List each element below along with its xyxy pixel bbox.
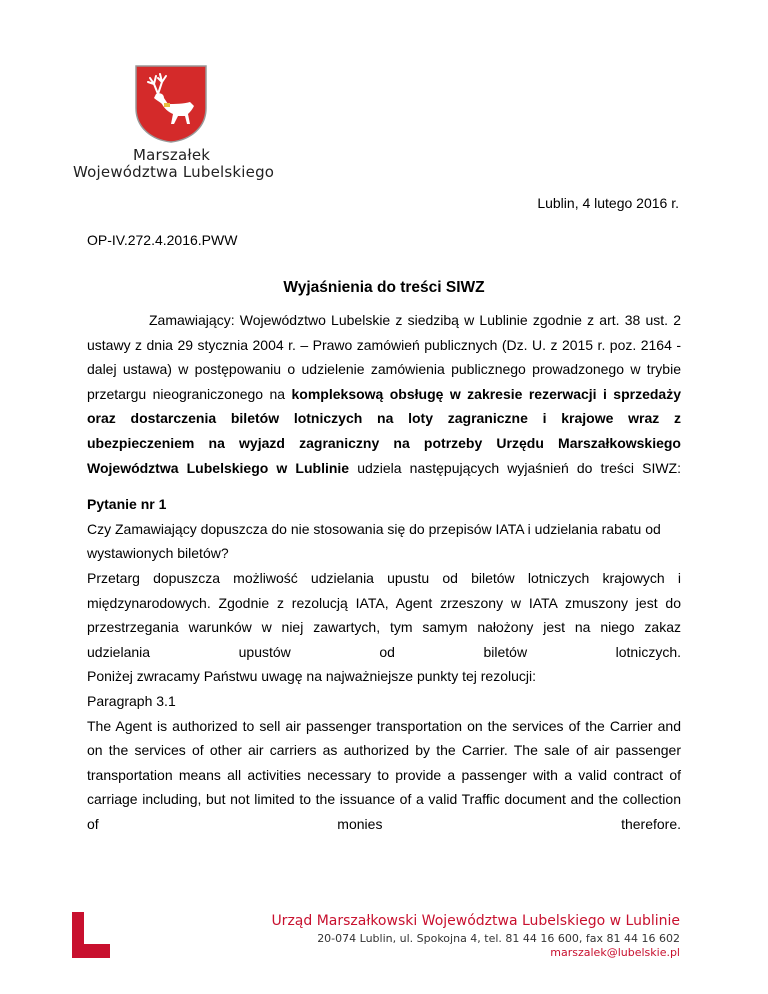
intro-subject-bold: kompleksową obsługę w zakresie rezerwacji i sprzedaży oraz dostarczenia biletów lotniczych na loty zagraniczne i krajowe wraz z ubezpieczeniem na wyjazd zagraniczny na potrzeby Urzędu Marszałkowskiego Województwa Lubelskiego w Lublinie — [87, 385, 681, 476]
intro-paragraph — [87, 308, 681, 480]
org-name-line2: Województwa Lubelskiego — [73, 163, 275, 181]
footer-contact — [271, 913, 680, 959]
document-body — [87, 308, 681, 836]
answer-paragraph-3: Paragraph 3.1 — [87, 692, 176, 709]
document-title: Wyjaśnienia do treści SIWZ — [283, 279, 485, 296]
footer-office-name: Urząd Marszałkowski Województwa Lubelskiego w Lublinie — [271, 913, 680, 929]
answer-paragraph-2: Poniżej zwracamy Państwu uwagę na najważniejsze punkty tej rezolucji: — [87, 668, 536, 685]
question-text: Czy Zamawiający dopuszcza do nie stosowania się do przepisów IATA i udzielania rabatu od wystawionych biletów? — [87, 520, 661, 562]
footer-email-link[interactable]: marszalek@lubelskie.pl — [550, 946, 680, 959]
answer-paragraph-4: The Agent is authorized to sell air passenger transportation on the services of the Carrier and on the services of other air carriers as authorized by the Carrier. The sale of air passenger transportation means all activities necessary to provide a passenger with a valid contract of carriage including, but not limited to the issuance of a valid Traffic document and the collection of monies therefore. — [87, 717, 681, 832]
intro-text-part1: Zamawiający: Województwo Lubelskie z siedzibą w Lublinie zgodnie z art. 38 ust. 2 ustawy z dnia 29 stycznia 2004 r. – Prawo zamówień publicznych (Dz. U. z 2015 r. poz. 2164 - dalej ustawa) w postępowaniu o udzielenie zamówienia publicznego prowadzonego w trybie przetargu nieograniczonego na — [87, 312, 681, 402]
deer-coat-of-arms-icon — [134, 64, 208, 144]
intro-text-part2: udziela następujących wyjaśnień do treści SIWZ: — [349, 459, 681, 476]
reference-number: OP-IV.272.4.2016.PWW — [87, 232, 238, 248]
lubelskie-l-logo-icon — [70, 910, 112, 960]
document-date: Lublin, 4 lutego 2016 r. — [537, 195, 679, 211]
answer-paragraph-1: Przetarg dopuszcza możliwość udzielania upustu od biletów lotniczych krajowych i międzynarodowych. Zgodnie z rezolucją IATA, Agent zrzeszony w IATA zmuszony jest do przestrzegania warunków w niej zawartych, tym samym nałożony jest na niego zakaz udzielania upustów od biletów lotniczych. — [87, 569, 681, 660]
question-heading: Pytanie nr 1 — [87, 496, 167, 513]
footer-address: 20-074 Lublin, ul. Spokojna 4, tel. 81 44 16 600, fax 81 44 16 602 — [317, 932, 680, 945]
org-name-line1: Marszałek — [133, 146, 211, 164]
